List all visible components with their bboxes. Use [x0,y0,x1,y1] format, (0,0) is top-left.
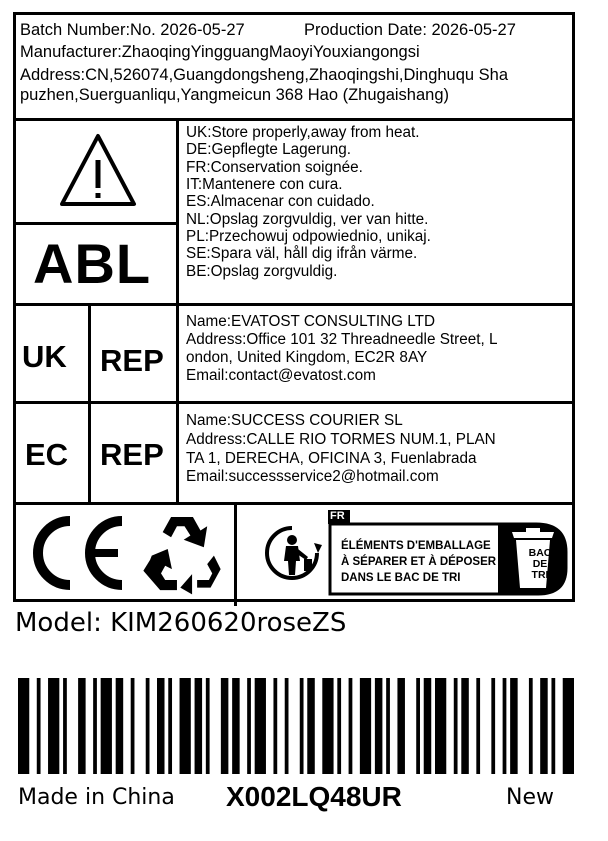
triman-line-2: À SÉPARER ET À DÉPOSER [341,556,497,568]
manufacturer: Manufacturer:ZhaoqingYingguangMaoyiYouxiangongsi [20,43,420,61]
uk-label: UK [22,339,67,374]
top-border [13,12,575,15]
bin-label-2: DE [532,558,548,570]
condition: New [506,785,554,810]
sorting-bin-icon [520,548,560,581]
ec-rep-email: Email:successservice2@hotmail.com [186,468,439,485]
care-line: PL:Przechowuj odpowiednio, unikaj. [186,228,431,245]
batch-number: Batch Number:No. 2026-05-27 [20,21,245,39]
ec-rep-address-cont: TA 1, DERECHA, OFICINA 3, Fuenlabrada [186,450,477,467]
triman-line-1: ÉLÉMENTS D'EMBALLAGE [341,540,491,552]
bin-label-1: BAC [528,547,552,559]
care-line: ES:Almacenar con cuidado. [186,193,375,210]
bottom-border [13,599,575,602]
right-border [572,12,575,602]
ec-label: EC [25,437,69,472]
barcode-bars [18,678,574,774]
divider-uk [13,401,575,404]
triman-line-3: DANS LE BAC DE TRI [341,572,461,584]
care-line: SE:Spara väl, håll dig ifrån värme. [186,245,418,262]
care-line: BE:Opslag zorgvuldig. [186,263,338,280]
col-divider-rep [88,303,91,503]
ec-rep-address: Address:CALLE RIO TORMES NUM.1, PLAN [186,431,496,448]
triman-icon [262,523,322,583]
uk-rep-label: REP [100,343,164,378]
ec-rep-name: Name:SUCCESS COURIER SL [186,412,403,429]
barcode [18,678,574,774]
recycle-icon [135,512,229,596]
care-line: FR:Conservation soignée. [186,159,363,176]
divider-header [13,118,575,121]
ec-rep-label: REP [100,437,164,472]
divider-care [13,303,575,306]
address-line-1: Address:CN,526074,Guangdongsheng,Zhaoqingshi,Dinghuqu Sha [20,66,509,84]
triman-country: FR [330,510,345,522]
divider-warning-abl [13,222,178,225]
divider-ec [13,502,575,505]
uk-rep-email: Email:contact@evatost.com [186,367,376,384]
ce-mark-icon [22,513,132,593]
warning-triangle-icon [58,130,138,210]
abl-mark: ABL [33,232,152,295]
left-border [13,12,16,602]
care-line: DE:Gepflegte Lagerung. [186,141,351,158]
care-line: UK:Store properly,away from heat. [186,124,420,141]
origin: Made in China [18,785,175,810]
production-date: Production Date: 2026-05-27 [304,21,516,39]
care-line: NL:Opslag zorgvuldig, ver van hitte. [186,211,429,228]
uk-rep-address: Address:Office 101 32 Threadneedle Street, L [186,331,498,348]
bin-label-3: TRI [531,569,549,581]
fnsku-code: X002LQ48UR [226,781,402,812]
care-line: IT:Mantenere con cura. [186,176,343,193]
uk-rep-name: Name:EVATOST CONSULTING LTD [186,313,436,330]
col-divider-symbols [234,502,237,606]
address-line-2: puzhen,Suerguanliqu,Yangmeicun 368 Hao (Zhugaishang) [20,86,449,104]
uk-rep-address-cont: ondon, United Kingdom, EC2R 8AY [186,349,428,366]
col-divider-main [176,118,179,505]
model-number: Model: KIM260620roseZS [15,608,347,638]
